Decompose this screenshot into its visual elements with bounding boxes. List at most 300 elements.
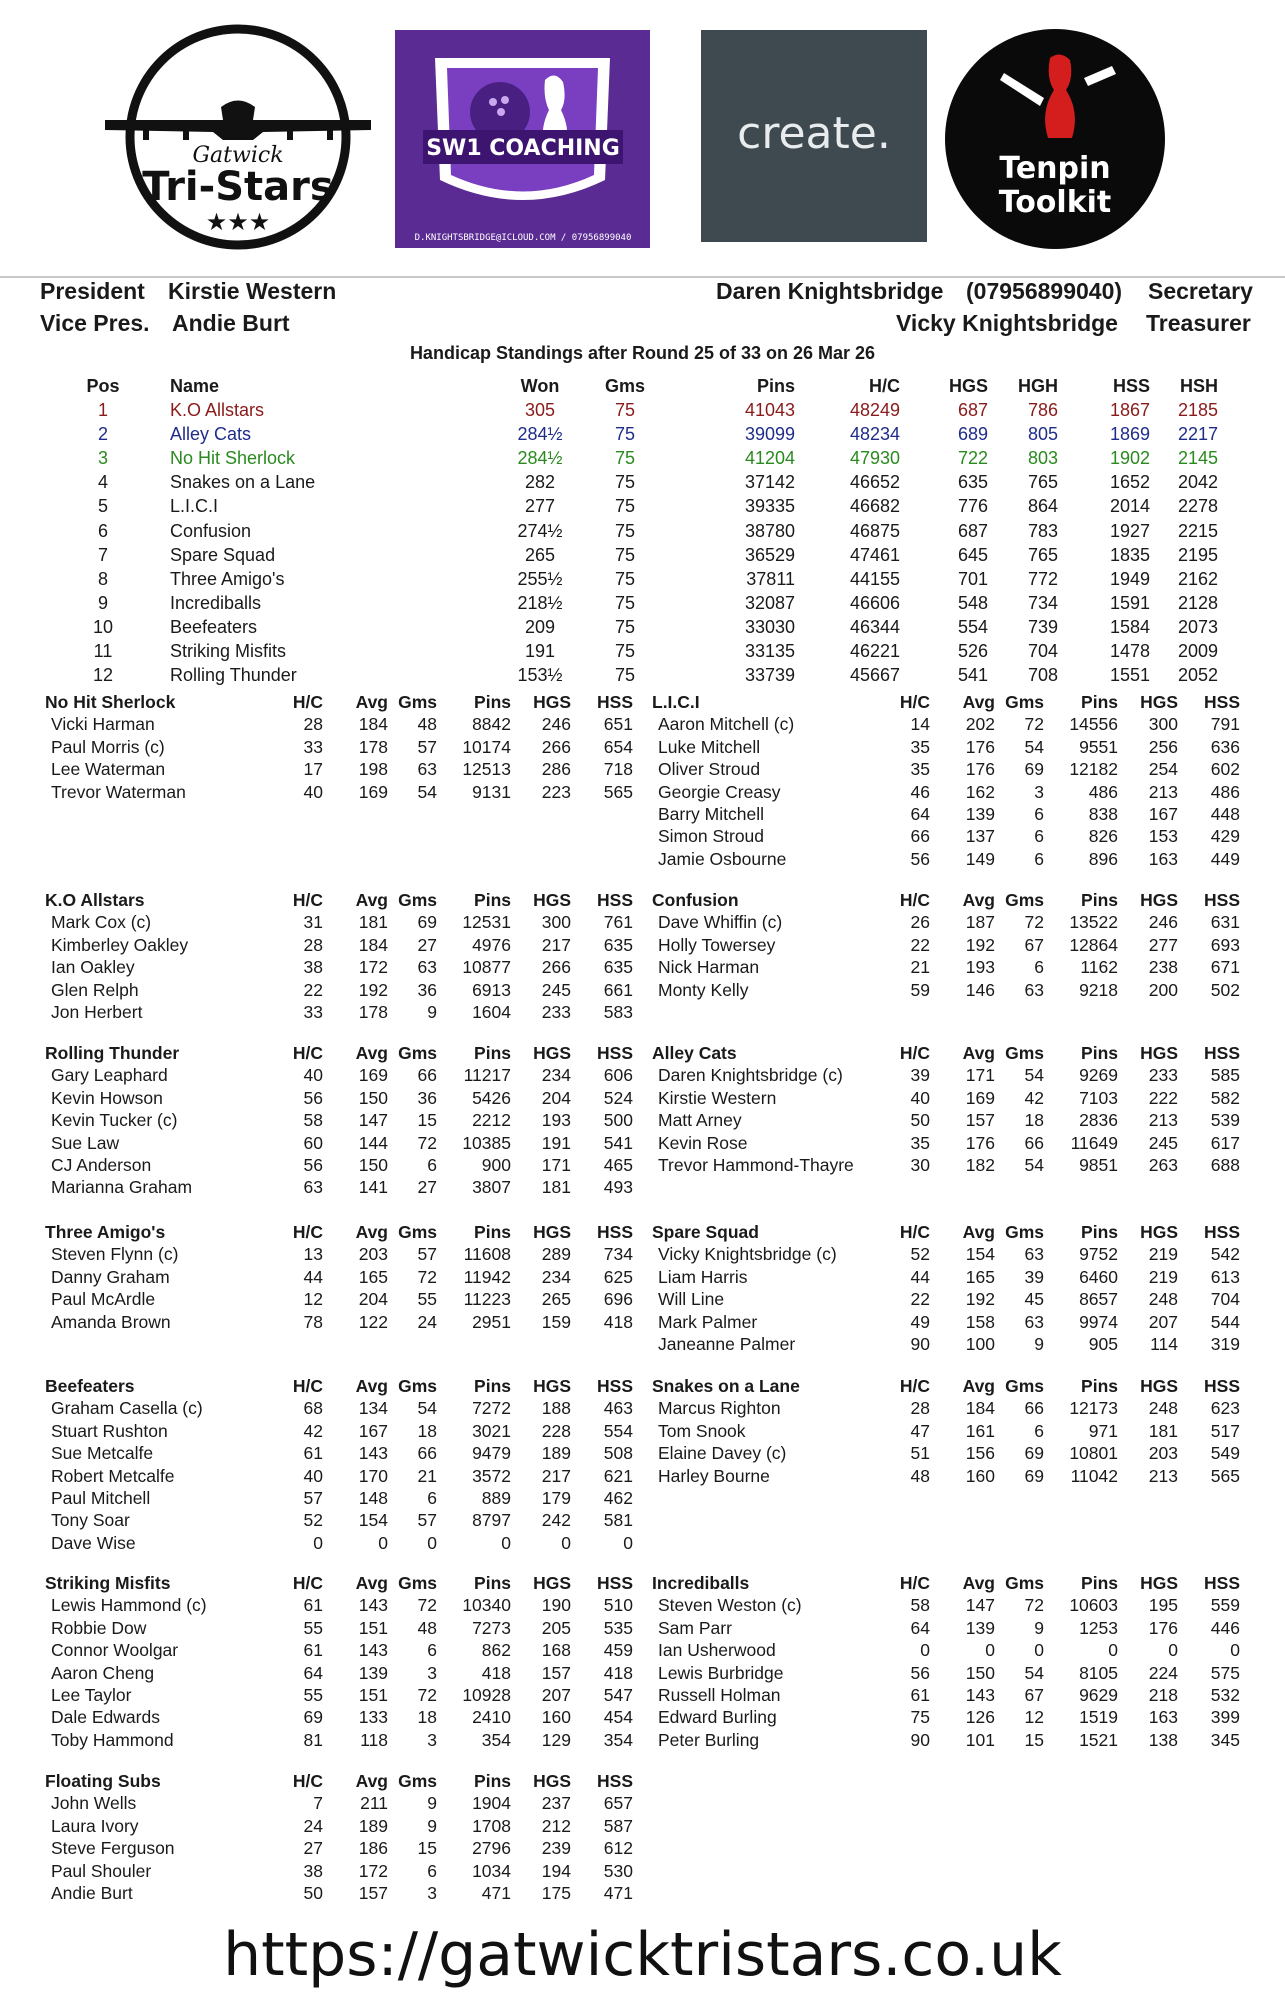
player-hc: 64 [303,1662,323,1683]
player-hc: 42 [303,1420,323,1441]
team-header-avg: Avg [962,692,995,712]
team-header-avg: Avg [355,1376,388,1396]
player-hgs: 163 [1148,848,1178,869]
player-row [45,1289,645,1311]
player-hgs: 233 [541,1002,571,1022]
player-hgs: 233 [1148,1065,1178,1086]
player-hc: 61 [303,1640,323,1661]
standings-cell-hgs: 689 [957,424,988,445]
player-avg: 160 [965,1465,995,1486]
standings-cell-hsh: 2128 [1177,592,1218,613]
secretary-name: Daren Knightsbridge [716,278,944,304]
player-pins: 14556 [1069,714,1118,735]
player-gms: 27 [417,1177,437,1198]
player-gms: 6 [427,1640,437,1661]
team-header-hc: H/C [899,890,930,910]
player-hss: 613 [1210,1266,1240,1287]
standings-header-pos: Pos [86,376,120,396]
player-avg: 137 [965,826,995,847]
player-pins: 11942 [463,1266,511,1287]
team-header-hc: H/C [292,1573,323,1593]
player-hss: 535 [603,1617,633,1638]
player-hc: 39 [910,1065,930,1086]
team-header-hss: HSS [597,1043,633,1063]
player-gms: 48 [417,714,437,735]
player-hgs: 266 [541,736,571,757]
player-pins: 2410 [472,1707,511,1728]
player-hgs: 265 [541,1289,571,1310]
standings-cell-hc: 48234 [849,424,900,445]
player-name: Daren Knightsbridge (c) [658,1065,843,1086]
player-avg: 182 [965,1155,995,1175]
player-avg: 150 [358,1087,388,1108]
player-hgs: 171 [541,1155,571,1175]
player-gms: 72 [417,1266,437,1287]
standings-row [0,665,1285,689]
standings-cell-hgs: 645 [957,544,988,565]
player-gms: 69 [1024,1443,1044,1464]
standings-cell-hsh: 2145 [1177,448,1218,469]
player-gms: 6 [427,1155,437,1175]
player-row [652,912,1252,934]
standings-header-gms: Gms [604,376,646,396]
player-row [652,737,1252,759]
team-header-hss: HSS [597,1573,633,1593]
team-name: Spare Squad [652,1222,759,1242]
player-avg: 150 [965,1662,995,1683]
player-gms: 0 [427,1532,437,1553]
player-hc: 35 [910,1132,930,1153]
player-gms: 6 [1034,848,1044,869]
team-header-hgs: HGS [533,692,571,712]
player-name: Georgie Creasy [658,781,781,802]
player-hgs: 224 [1148,1662,1178,1683]
player-hss: 544 [1210,1311,1240,1332]
standings-cell-hss: 1869 [1109,424,1150,445]
player-name: Harley Bourne [658,1465,770,1486]
player-pins: 862 [481,1640,511,1661]
player-hgs: 159 [541,1311,571,1332]
player-avg: 170 [358,1465,388,1486]
player-pins: 418 [481,1662,511,1683]
player-row [652,1730,1252,1752]
team-header-pins: Pins [1081,1222,1118,1242]
player-name: Ian Oakley [51,957,135,978]
player-pins: 11649 [1070,1132,1118,1153]
player-row [45,1861,645,1883]
team-header-gms: Gms [1005,1376,1044,1396]
player-gms: 27 [417,934,437,955]
player-row [652,1443,1252,1465]
player-pins: 12513 [462,759,511,780]
team-header-row [652,692,1252,714]
standings-cell-hgs: 526 [957,641,988,661]
player-name: Kevin Tucker (c) [51,1110,178,1131]
player-pins: 2796 [472,1838,511,1859]
player-hc: 52 [303,1510,323,1531]
standings-cell-hsh: 2162 [1177,568,1218,589]
player-gms: 57 [417,736,437,757]
player-hss: 688 [1210,1155,1240,1175]
player-hc: 35 [910,736,930,757]
player-avg: 189 [358,1815,388,1836]
sw1-contact: D.KNIGHTSBRIDGE@ICLOUD.COM / 07956899040 [414,233,632,243]
player-name: Laura Ivory [51,1815,139,1836]
player-hss: 508 [603,1443,633,1464]
player-row [652,804,1252,826]
player-gms: 21 [417,1465,437,1486]
player-hss: 449 [1210,848,1240,869]
player-gms: 9 [1034,1334,1044,1354]
player-hc: 64 [910,1617,930,1638]
player-row [652,980,1252,1002]
team-header-gms: Gms [398,1222,437,1242]
player-hc: 59 [910,979,930,1000]
player-avg: 193 [965,957,995,978]
player-row [45,1707,645,1729]
player-hgs: 248 [1148,1398,1178,1419]
standings-header-hc: H/C [869,376,900,396]
player-pins: 8797 [472,1510,511,1531]
player-name: Sue Metcalfe [51,1443,154,1464]
player-hss: 581 [603,1510,633,1531]
standings-cell-pins: 37142 [744,472,795,493]
standings-row [0,521,1285,545]
team-header-avg: Avg [355,1222,388,1242]
player-gms: 63 [417,759,437,780]
player-hc: 22 [910,934,930,955]
player-avg: 143 [358,1443,388,1464]
player-avg: 211 [360,1793,388,1814]
player-gms: 39 [1024,1266,1044,1287]
player-row [652,826,1252,848]
standings-row [0,400,1285,424]
player-pins: 10385 [462,1132,511,1153]
standings-header-hsh: HSH [1179,376,1218,396]
player-row [45,912,645,934]
standings-cell-gms: 75 [614,448,636,469]
player-hss: 612 [603,1838,633,1859]
player-hgs: 219 [1148,1266,1178,1287]
player-name: Luke Mitchell [658,736,761,757]
standings-row [0,496,1285,520]
player-pins: 9131 [472,781,511,802]
standings-row [0,641,1285,665]
player-name: Robert Metcalfe [51,1465,175,1486]
player-gms: 72 [1024,714,1044,735]
player-hc: 33 [303,736,323,757]
player-row [45,935,645,957]
team-header-hc: H/C [899,1043,930,1063]
secretary-role: Secretary [1148,278,1253,304]
player-hgs: 237 [541,1793,571,1814]
standings-cell-pins: 41043 [744,400,795,420]
team-header-hgs: HGS [1140,1376,1178,1396]
team-header-hss: HSS [597,1376,633,1396]
team-header-hgs: HGS [1140,692,1178,712]
player-avg: 139 [965,1617,995,1638]
team-header-pins: Pins [474,1573,511,1593]
tenpin-toolkit-logo [944,28,1166,250]
player-hc: 28 [303,934,323,955]
player-avg: 122 [358,1311,388,1332]
player-gms: 69 [417,912,437,933]
player-hgs: 195 [1148,1595,1178,1616]
player-gms: 72 [1024,912,1044,933]
player-name: Tom Snook [658,1420,746,1441]
player-hss: 661 [603,979,633,1000]
player-row [45,1730,645,1752]
player-name: John Wells [51,1793,137,1814]
player-avg: 184 [358,934,388,955]
standings-cell-hgh: 765 [1027,472,1058,493]
player-avg: 165 [965,1266,995,1287]
standings-header-hgs: HGS [948,376,988,396]
team-header-avg: Avg [355,890,388,910]
player-row [652,714,1252,736]
player-gms: 54 [1024,1155,1044,1175]
player-hc: 40 [303,781,323,802]
player-pins: 1708 [472,1815,511,1836]
player-name: Vicky Knightsbridge (c) [658,1244,837,1265]
player-avg: 198 [358,759,388,780]
player-row [45,1793,645,1815]
player-avg: 157 [965,1110,995,1131]
player-pins: 8842 [472,714,511,735]
team-header-pins: Pins [474,692,511,712]
player-avg: 154 [358,1510,388,1531]
player-row [45,714,645,736]
player-gms: 69 [1024,759,1044,780]
standings-row [0,545,1285,569]
player-avg: 141 [358,1177,388,1198]
player-pins: 1253 [1079,1617,1118,1638]
team-header-row [652,1376,1252,1398]
player-hss: 418 [603,1662,633,1683]
player-pins: 10928 [462,1685,511,1705]
player-pins: 13522 [1069,912,1118,933]
standings-cell-pins: 33135 [744,641,795,661]
player-row [652,1663,1252,1685]
player-gms: 18 [417,1707,437,1728]
team-header-avg: Avg [962,890,995,910]
player-hss: 625 [603,1266,633,1287]
player-pins: 838 [1088,804,1118,824]
player-row [45,1133,645,1155]
player-gms: 15 [417,1110,437,1131]
player-hss: 547 [603,1685,633,1705]
player-name: Elaine Davey (c) [658,1443,787,1464]
player-pins: 6913 [472,979,511,1000]
standings-cell-hsh: 2217 [1177,424,1218,445]
standings-cell-gms: 75 [614,496,636,517]
player-row [45,737,645,759]
player-hss: 554 [603,1420,633,1441]
team-header-gms: Gms [398,890,437,910]
player-hss: 429 [1210,826,1240,847]
player-name: Trevor Hammond-Thayre [658,1155,854,1175]
player-row [652,1267,1252,1289]
tristars-line1: Gatwick [192,143,284,168]
player-avg: 151 [358,1617,388,1638]
player-name: Aaron Cheng [51,1662,155,1683]
team-header-hgs: HGS [533,890,571,910]
player-pins: 9551 [1079,736,1118,757]
player-pins: 1162 [1080,957,1118,978]
player-name: Peter Burling [658,1729,760,1750]
player-gms: 9 [427,1002,437,1022]
player-row [45,1421,645,1443]
player-hss: 696 [603,1289,633,1310]
team-header-hgs: HGS [1140,1222,1178,1242]
player-row [45,980,645,1002]
player-hc: 64 [910,804,930,824]
team-header-pins: Pins [1081,1043,1118,1063]
player-pins: 4976 [472,934,511,955]
player-row [45,1466,645,1488]
player-row [45,1110,645,1132]
player-gms: 63 [417,957,437,978]
player-row [45,759,645,781]
player-pins: 2836 [1079,1110,1118,1131]
player-avg: 161 [965,1420,995,1441]
player-name: Toby Hammond [51,1729,174,1750]
standings-cell-hc: 44155 [849,568,900,589]
player-gms: 66 [417,1443,437,1464]
player-hss: 532 [1210,1685,1240,1705]
standings-cell-hgh: 805 [1027,424,1058,445]
player-row [652,1618,1252,1640]
standings-cell-hgs: 722 [957,448,988,469]
standings-cell-name: Incrediballs [170,592,262,613]
player-gms: 57 [417,1244,437,1265]
player-avg: 0 [985,1640,995,1661]
player-hgs: 114 [1150,1334,1178,1354]
player-hgs: 188 [541,1398,571,1419]
player-avg: 171 [965,1065,995,1086]
team-header-hss: HSS [597,1222,633,1242]
standings-cell-hc: 46682 [849,496,900,517]
sw1-title: SW1 COACHING [426,136,620,161]
team-name: No Hit Sherlock [45,692,176,712]
team-header-row [652,890,1252,912]
player-row [652,849,1252,871]
standings-cell-name: Spare Squad [170,544,276,565]
treasurer-name: Vicky Knightsbridge [896,310,1118,336]
player-hss: 345 [1210,1729,1240,1750]
standings-cell-pos: 1 [97,400,108,420]
player-gms: 66 [1024,1132,1044,1153]
player-name: Lewis Hammond (c) [51,1595,207,1616]
player-name: Kirstie Western [658,1087,777,1108]
player-pins: 10340 [462,1595,511,1616]
standings-cell-hc: 46344 [849,616,900,637]
player-hc: 56 [303,1087,323,1108]
player-hgs: 207 [541,1685,571,1705]
team-header-gms: Gms [1005,890,1044,910]
standings-cell-pins: 33739 [744,665,795,686]
player-pins: 3807 [472,1177,511,1198]
player-pins: 896 [1088,848,1118,869]
player-hc: 50 [910,1110,930,1131]
player-hss: 585 [1210,1065,1240,1086]
toolkit-line1: Tenpin [999,151,1111,186]
team-header-avg: Avg [355,1771,388,1791]
standings-cell-hgh: 704 [1027,641,1058,661]
player-hgs: 218 [1148,1685,1178,1705]
team-header-row [45,1222,645,1244]
team-header-pins: Pins [474,1043,511,1063]
standings-cell-won: 209 [524,616,556,637]
player-name: Marianna Graham [51,1177,193,1198]
player-pins: 905 [1088,1334,1118,1354]
player-hgs: 129 [541,1729,571,1750]
standings-header-pins: Pins [756,376,795,396]
team-header-hss: HSS [597,890,633,910]
player-hgs: 190 [541,1595,571,1616]
player-row [45,1685,645,1707]
player-hss: 621 [603,1465,633,1486]
standings-cell-hc: 47930 [849,448,900,469]
standings-subtitle: Handicap Standings after Round 25 of 33 on 26 Mar 26 [409,343,876,363]
player-gms: 36 [417,1087,437,1108]
team-header-pins: Pins [474,1222,511,1242]
player-hgs: 222 [1148,1087,1178,1108]
player-pins: 471 [481,1883,511,1903]
player-avg: 157 [358,1883,388,1903]
player-name: Graham Casella (c) [51,1398,203,1419]
standings-cell-gms: 75 [614,472,636,493]
player-row [45,1244,645,1266]
team-header-row [45,1043,645,1065]
player-avg: 150 [358,1155,388,1175]
player-hss: 539 [1210,1110,1240,1131]
standings-cell-pins: 39099 [744,424,795,445]
team-header-hss: HSS [1204,1573,1240,1593]
team-header-gms: Gms [1005,1222,1044,1242]
team-header-pins: Pins [1081,890,1118,910]
player-name: Paul Morris (c) [51,736,165,757]
player-hc: 22 [910,1289,930,1310]
player-pins: 12182 [1069,759,1118,780]
player-hc: 38 [303,957,323,978]
standings-cell-hgs: 548 [957,592,988,613]
player-hgs: 289 [541,1244,571,1265]
standings-cell-pins: 33030 [744,616,795,637]
team-header-row [45,1573,645,1595]
player-hss: 565 [603,781,633,802]
treasurer-role: Treasurer [1146,310,1251,336]
standings-cell-name: No Hit Sherlock [170,448,296,469]
standings-cell-name: Striking Misfits [170,641,287,661]
player-avg: 176 [965,1132,995,1153]
player-hc: 58 [910,1595,930,1616]
player-gms: 54 [1024,1065,1044,1086]
player-pins: 5426 [472,1087,511,1108]
standings-cell-pos: 3 [97,448,108,469]
standings-cell-hc: 45667 [849,665,900,686]
player-row [45,1510,645,1532]
player-hss: 559 [1210,1595,1240,1616]
player-hgs: 300 [541,912,571,933]
team-header-hss: HSS [597,1771,633,1791]
player-name: Kevin Rose [658,1132,748,1153]
player-gms: 3 [427,1883,437,1903]
player-pins: 7273 [472,1617,511,1638]
standings-cell-hgh: 864 [1027,496,1058,517]
team-header-avg: Avg [962,1222,995,1242]
player-gms: 6 [427,1488,437,1508]
